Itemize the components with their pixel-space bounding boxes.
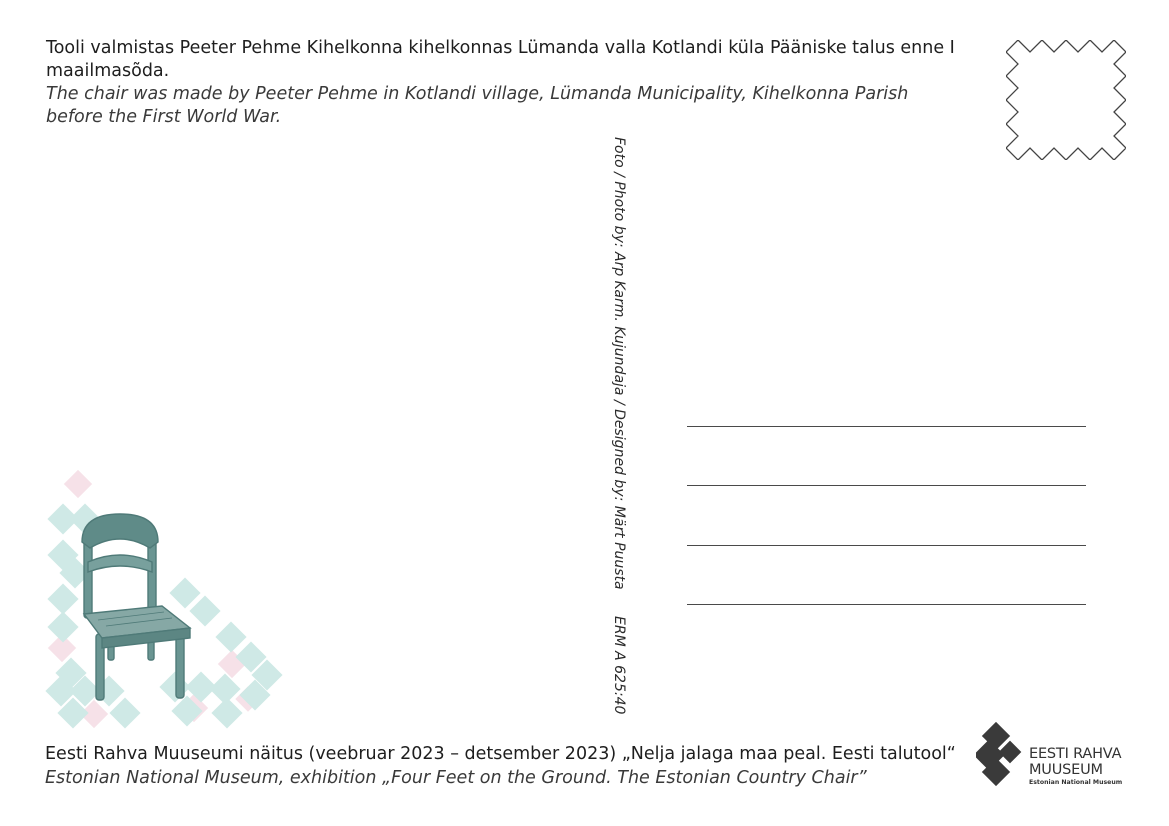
inventory-number: ERM A 625:40: [611, 616, 627, 715]
footer: [45, 742, 975, 790]
description-estonian: Tooli valmistas Peeter Pehme Kihelkonna kihelkonnas Lümanda valla Kotlandi küla Pääniske talus enne I maailmasõda.: [46, 38, 955, 81]
address-line: [687, 426, 1086, 427]
chair-illustration: [44, 466, 284, 734]
footer-estonian: Eesti Rahva Muuseumi näitus (veebruar 2023 – detsember 2023) „Nelja jalaga maa peal. Eesti talutool“: [45, 744, 956, 764]
museum-logo-mark-icon: [976, 722, 1028, 788]
description-english: The chair was made by Peeter Pehme in Kotlandi village, Lümanda Municipality, Kihelkonna Parish before the First World War.: [46, 84, 909, 127]
address-line: [687, 604, 1086, 605]
vertical-credits: [611, 137, 627, 714]
address-line: [687, 545, 1086, 546]
footer-english: Estonian National Museum, exhibition „Four Feet on the Ground. The Estonian Country Chair”: [45, 768, 867, 788]
address-line: [687, 485, 1086, 486]
logo-line-1: EESTI RAHVA: [1029, 746, 1122, 762]
logo-line-2: MUUSEUM: [1029, 762, 1103, 778]
photo-design-credit: Foto / Photo by: Arp Karm. Kujundaja / Designed by: Märt Puusta: [611, 137, 627, 590]
stamp-placeholder-icon: [1006, 40, 1126, 160]
museum-logo-text: [1029, 746, 1122, 787]
museum-logo: [976, 722, 1146, 790]
logo-line-3: Estonian National Museum: [1029, 779, 1123, 786]
chair-icon: [82, 514, 190, 700]
description: [46, 37, 966, 129]
folk-pattern: [45, 470, 282, 729]
